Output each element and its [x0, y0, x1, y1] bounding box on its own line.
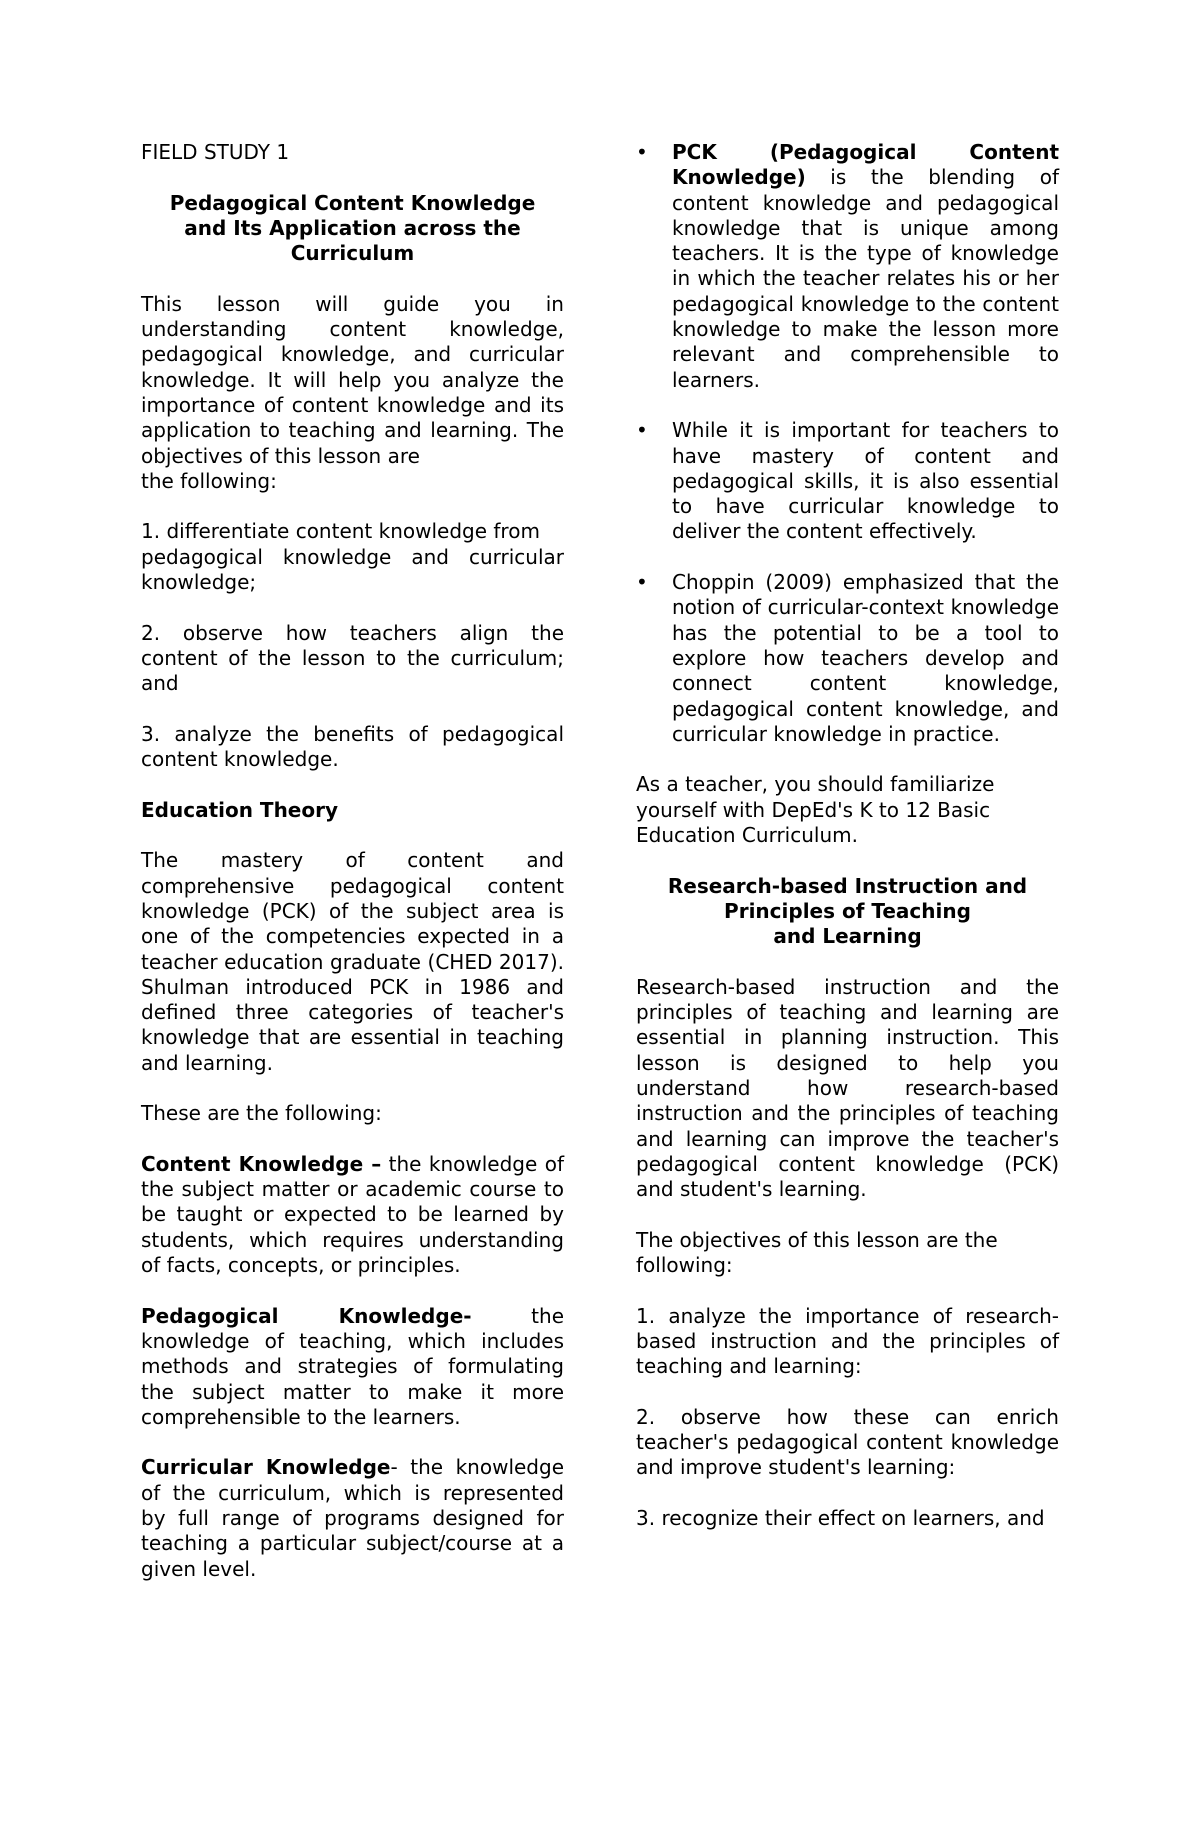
bullet-mastery [636, 418, 1059, 544]
bullet-mastery-text: While it is important for teachers to have mastery of content and pedagogical skills, it is also essential to have curricular knowledge to deliver the content effectively. [672, 418, 1059, 544]
intro-paragraph [141, 292, 564, 494]
research-objective-1: 1. analyze the importance of research-based instruction and the principles of teaching and learning: [636, 1303, 1059, 1379]
bullet-dot: • [636, 570, 648, 595]
content-knowledge-definition [141, 1152, 564, 1278]
objectives-intro: The objectives of this lesson are the following: [636, 1227, 998, 1278]
lesson-title-line2: and Its Application across the [184, 215, 521, 240]
pedagogical-knowledge-definition [141, 1304, 564, 1430]
objective-1-part1: 1. differentiate content knowledge from [141, 519, 540, 544]
teacher-note: As a teacher, you should familiarize yourself with DepEd's K to 12 Basic Education Curriculum. [636, 772, 995, 848]
research-heading [636, 874, 1059, 950]
curricular-knowledge-definition [141, 1455, 564, 1581]
research-heading-line2: Principles of Teaching [724, 898, 971, 923]
bullet-pck [636, 140, 1059, 393]
research-heading-line3: and Learning [773, 924, 922, 949]
research-heading-line1: Research-based Instruction and [667, 873, 1028, 898]
objective-1-part2: pedagogical knowledge and curricular knowledge; [141, 544, 564, 595]
education-theory-body: The mastery of content and comprehensive pedagogical content knowledge (PCK) of the subject area is one of the competencies expected in a teacher education graduate (CHED 2017). Shulman introduced PCK in 1986 and defined three categories of teacher's knowledge that are essential in teaching and learning. [141, 848, 564, 1075]
lesson-title-line1: Pedagogical Content Knowledge [169, 190, 536, 215]
content-knowledge-text: the knowledge of the subject matter or academic course to be taught or expected to be learned by students, which requires understanding of facts, concepts, or principles. [141, 1151, 564, 1278]
content-knowledge-label: Content Knowledge – [141, 1151, 382, 1176]
right-column [636, 140, 1059, 1557]
these-are-following: These are the following: [141, 1101, 382, 1126]
education-theory-heading: Education Theory [141, 797, 339, 822]
pck-text: is the blending of content knowledge and pedagogical knowledge that is unique among teachers. It is the type of knowledge in which the teacher relates his or her pedagogical knowledge to the content knowledge to make the lesson more relevant and comprehensible to learners. [672, 165, 1059, 392]
intro-end: the following: [141, 468, 277, 493]
lesson-title [141, 191, 564, 267]
objective-2: 2. observe how teachers align the content of the lesson to the curriculum; and [141, 620, 564, 696]
left-column [141, 140, 564, 1607]
intro-text: This lesson will guide you in understanding content knowledge, pedagogical knowledge, and curricular knowledge. It will help you analyze the importance of content knowledge and its application to teaching and learning. The objectives of this lesson are [141, 291, 564, 468]
bullet-dot: • [636, 418, 648, 443]
pck-label: PCK (Pedagogical Content Knowledge) [672, 140, 1059, 190]
objective-1 [141, 519, 564, 595]
curricular-knowledge-label: Curricular Knowledge [141, 1455, 391, 1480]
pedagogical-knowledge-label: Pedagogical Knowledge- [141, 1303, 472, 1328]
pedagogical-knowledge-text: the knowledge of teaching, which includes methods and strategies of formulating the subject matter to make it more comprehensible to the learners. [141, 1303, 564, 1429]
research-objective-3: 3. recognize their effect on learners, and [636, 1506, 1045, 1531]
research-body: Research-based instruction and the principles of teaching and learning are essential in planning instruction. This lesson is designed to help you understand how research-based instruction and the principles of teaching and learning can improve the teacher's pedagogical content knowledge (PCK) and student's learning. [636, 974, 1059, 1202]
objective-3: 3. analyze the benefits of pedagogical content knowledge. [141, 721, 564, 772]
curricular-knowledge-text: - the knowledge of the curriculum, which is represented by full range of programs designed for teaching a particular subject/course at a given level. [141, 1455, 565, 1581]
bullet-list [636, 140, 1059, 747]
course-title: FIELD STUDY 1 [141, 140, 290, 164]
bullet-choppin [636, 570, 1059, 747]
research-objective-2: 2. observe how these can enrich teacher's pedagogical content knowledge and improve student's learning: [636, 1404, 1059, 1480]
lesson-title-line3: Curriculum [290, 241, 415, 266]
bullet-choppin-text: Choppin (2009) emphasized that the notion of curricular-context knowledge has the potential to be a tool to explore how teachers develop and connect content knowledge, pedagogical content knowledge, and curricular knowledge in practice. [672, 570, 1059, 746]
bullet-dot: • [636, 140, 648, 164]
